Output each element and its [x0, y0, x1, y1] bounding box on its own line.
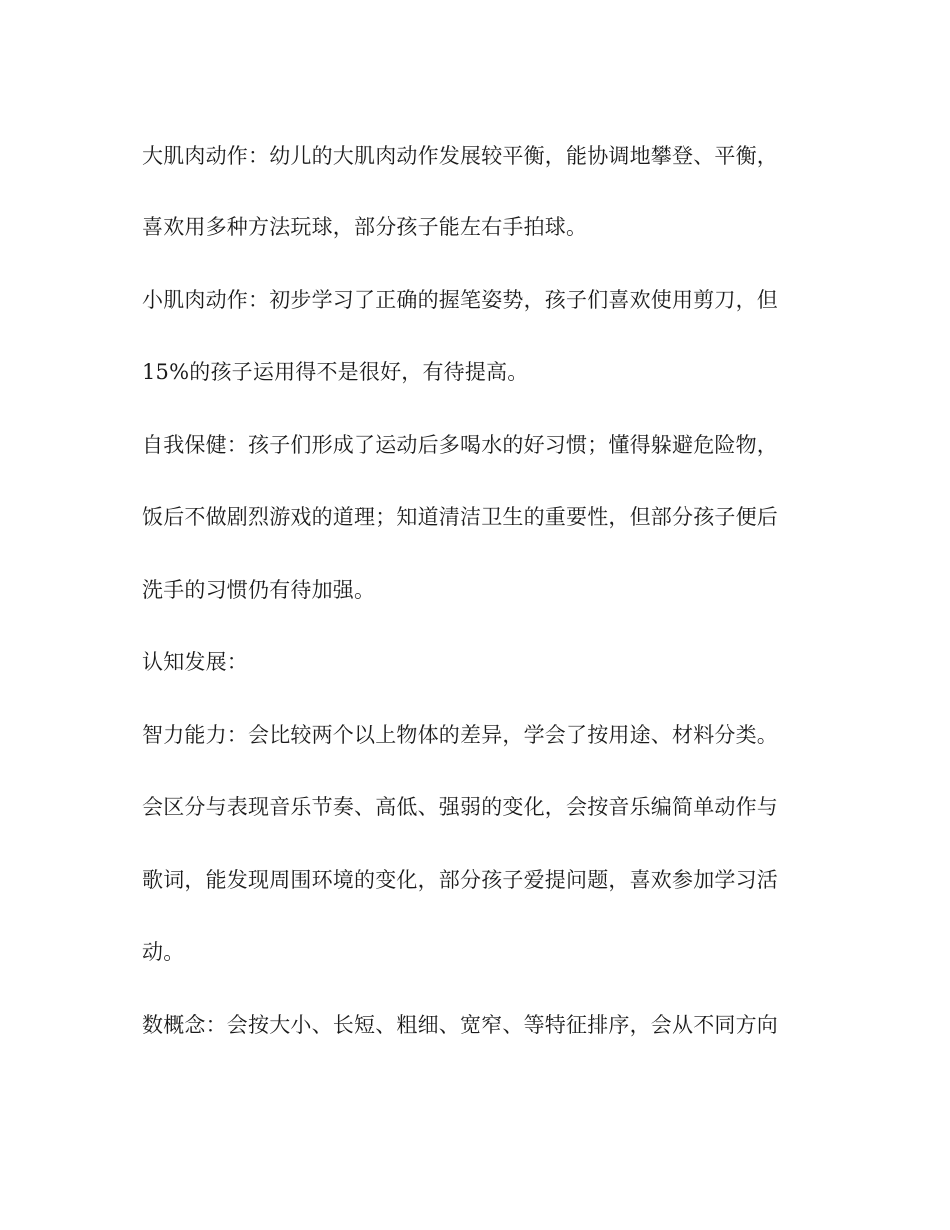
text-line: 智力能力：会比较两个以上物体的差异，学会了按用途、材料分类。 — [142, 723, 778, 747]
text-line: 大肌肉动作：幼儿的大肌肉动作发展较平衡，能协调地攀登、平衡， — [142, 144, 778, 168]
text-line: 小肌肉动作：初步学习了正确的握笔姿势，孩子们喜欢使用剪刀，但 — [142, 288, 778, 312]
text-line: 歌词，能发现周围环境的变化，部分孩子爱提问题，喜欢参加学习活 — [142, 868, 778, 892]
section-heading: 认知发展： — [142, 650, 248, 674]
text-line: 动。 — [142, 940, 185, 964]
text-line: 数概念：会按大小、长短、粗细、宽窄、等特征排序，会从不同方向 — [142, 1013, 778, 1037]
text-line: 洗手的习惯仍有待加强。 — [142, 578, 376, 602]
text-line: 喜欢用多种方法玩球，部分孩子能左右手拍球。 — [142, 215, 588, 239]
text-line: 15%的孩子运用得不是很好，有待提高。 — [142, 360, 529, 384]
text-line: 会区分与表现音乐节奏、高低、强弱的变化，会按音乐编简单动作与 — [142, 795, 778, 819]
text-line: 饭后不做剧烈游戏的道理；知道清洁卫生的重要性，但部分孩子便后 — [142, 505, 778, 529]
text-line: 自我保健：孩子们形成了运动后多喝水的好习惯；懂得躲避危险物， — [142, 433, 778, 457]
